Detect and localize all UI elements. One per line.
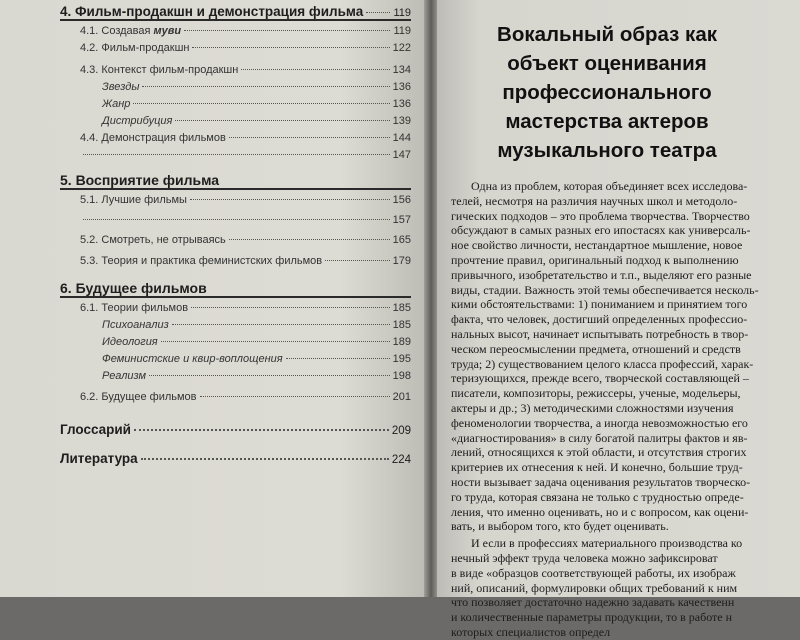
toc-item-label: Психоанализ [102,319,169,331]
toc-item-label: Дистрибуция [102,115,173,127]
paragraph-line: телей, несмотря на различия научных школ и методоло- [451,193,738,208]
toc-item[interactable] [60,214,411,231]
leader-dots [190,199,390,200]
toc-item-label: 4.2. Фильм-продакшн [80,42,190,54]
title-line: Вокальный образ как [497,23,717,46]
paragraph-line: вать, и выбором того, кто будет оценивать. [451,519,669,534]
leader-dots [161,341,390,342]
paragraph-line: нечный эффект труда человека можно зафиксироват [451,550,718,565]
toc-item-label: Реализм [102,370,147,382]
paragraph-line: лений, относящихся к этой области, и отсутствия строгих [451,445,747,460]
paragraph-line: феноменологии творчества, а иногда невозможностью его [451,415,748,430]
article-title [457,20,757,165]
toc-page-number: 122 [392,42,411,54]
leader-dots [241,69,389,70]
toc-subitem[interactable] [60,115,411,132]
toc-page-number: 185 [392,319,411,331]
toc-item-label: 4.3. Контекст фильм-продакшн [80,64,239,76]
toc-item-label: 5.1. Лучшие фильмы [80,194,187,206]
paragraph-line: нальных высот, начинает испытывать потребность в твор- [451,326,749,341]
toc-item-label: Феминистские и квир-воплощения [102,353,283,365]
toc-page-number: 189 [392,336,411,348]
toc-item-emphasis: муви [153,25,182,37]
toc-page-number: 119 [393,7,411,19]
toc-subitem[interactable] [60,319,411,336]
toc-item-label: 4.4. Демонстрация фильмов [80,132,226,144]
toc-chapter-title: 6. Будущее фильмов [60,280,207,296]
right-page-article [437,0,800,639]
toc-subitem[interactable] [60,370,411,387]
toc-item[interactable] [60,25,411,42]
paragraph-line: которых специалистов определ [451,624,611,639]
toc-item[interactable] [60,391,411,408]
paragraph-line: прочтение правил, оригинальный подход к выполнению [451,252,739,267]
toc-subitem[interactable] [60,81,411,98]
toc-page-number: 157 [392,214,411,226]
toc-page-number: 209 [391,425,411,437]
toc-subitem[interactable] [60,336,411,353]
paragraph-line: ний, описаний, формулировки общих требований к ним [451,580,738,595]
toc-item[interactable] [60,42,411,59]
paragraph-line: привычного, изобретательство и т.п., выделяют его разные [451,267,752,282]
toc-chapter-5[interactable] [60,172,411,188]
paragraph-line: актеры и др.; 3) методическими сложностями изучения [451,400,734,415]
title-line: объект оценивания [507,52,707,75]
paragraph-line: Одна из проблем, которая объединяет всех исследова- [471,179,748,193]
toc-page-number: 185 [392,302,411,314]
toc-item[interactable] [60,302,411,319]
paragraph-line: гических подходов – это проблема творчества. Творчество [451,208,750,223]
toc-item[interactable] [60,132,411,149]
paragraph-line: и количественные параметры продукции, то в работе н [451,610,733,625]
title-line: музыкального театра [497,139,717,162]
toc-literature[interactable] [60,451,411,466]
toc-item-label: Жанр [102,98,131,110]
toc-page-number: 147 [392,149,411,161]
toc-page-number: 201 [392,391,411,403]
toc-item[interactable] [60,64,411,81]
toc-glossary[interactable] [60,422,411,437]
toc-item-label: 6.2. Будущее фильмов [80,391,197,403]
toc-item[interactable] [60,194,411,211]
title-line: профессионального [502,81,712,104]
paragraph-line: го труда, которая связана не только с трудностью опреде- [451,489,744,504]
paragraph-line: ности вызывает задача оценивания результатов творческо- [451,474,751,489]
leader-dots [141,458,389,460]
toc-item-label: Звезды [102,81,140,93]
leader-dots [325,260,389,261]
leader-dots [83,219,390,220]
toc-item[interactable] [60,234,411,251]
toc-page-number: 144 [392,132,411,144]
paragraph-line: ческом переосмыслении предмета, отношений и средств [451,341,741,356]
leader-dots [229,239,390,240]
leader-dots [175,120,389,121]
book-gutter [424,0,438,597]
paragraph-line: ления, что именно оценивать, но и с вопросом, как оцени- [451,504,749,519]
paragraph-line: писатели, композиторы, режиссеры, ученые, модельеры, [451,386,741,401]
toc-item-label: Идеология [102,336,158,348]
paragraph-line: кими обстоятельствами: 1) пониманием и принятием того [451,297,748,312]
toc-subitem[interactable] [60,353,411,370]
paragraph-line: «диагностирования» в силу богатой палитры фактов и яв- [451,430,748,445]
toc-page-number: 136 [392,98,411,110]
toc-item-label: 4.1. Создавая [80,25,154,37]
paragraph-line: труда; 2) существованием целого класса профессий, харак- [451,356,754,371]
toc-item[interactable] [60,255,411,272]
leader-dots [192,47,389,48]
leader-dots [366,12,390,13]
toc-page-number: 134 [392,64,411,76]
toc-chapter-4[interactable] [60,4,411,19]
paragraph-line: критериев их отнесения к ней. И конечно, большие труд- [451,460,743,475]
toc-page-number: 156 [392,194,411,206]
toc-page-number: 224 [391,454,411,466]
paragraph-line: что позволяет достаточно надежно задавать качественн [451,595,735,610]
leader-dots [142,86,389,87]
toc-section-title: Литература [60,451,138,466]
toc-page-number: 136 [392,81,411,93]
toc-chapter-title: 5. Восприятие фильма [60,172,220,188]
leader-dots [83,154,390,155]
leader-dots [133,103,389,104]
toc-page-number: 119 [393,25,411,37]
toc-section-title: Глоссарий [60,422,131,437]
toc-item-label: 5.3. Теория и практика феминистских фильмов [80,255,323,267]
paragraph-line: факта, что человек, достигший определенных профессио- [451,312,748,327]
leader-dots [134,429,389,431]
title-line: мастерства актеров [505,110,709,133]
toc-page-number: 165 [392,234,411,246]
leader-dots [286,358,390,359]
toc-item-label: 6.1. Теории фильмов [80,302,189,314]
toc-page-number: 198 [392,370,411,382]
toc-chapter-title: 4. Фильм-продакшн и демонстрация фильма [60,4,364,19]
paragraph-line: теризующихся, прежде всего, творческой составляющей – [451,371,749,386]
toc-page-number: 179 [392,255,411,267]
left-page-toc [0,0,425,597]
toc-subitem[interactable] [60,98,411,115]
paragraph-line: в виде «образцов соответствующей работы, их изображ [451,565,736,580]
toc-page-number: 195 [392,353,411,365]
leader-dots [200,396,390,397]
paragraph-line: ное свойство личности, нестандартное мышление, новое [451,238,743,253]
paragraph-line: обсуждают в самых разных его ипостасях как универсаль- [451,223,751,238]
leader-dots [229,137,390,138]
toc-item[interactable] [60,149,411,166]
toc-item-label: 5.2. Смотреть, не отрываясь [80,234,226,246]
toc-chapter-6[interactable] [60,280,411,296]
leader-dots [191,307,390,308]
leader-dots [149,375,390,376]
paragraph-line: И если в профессиях материального производства ко [471,536,743,551]
leader-dots [172,324,390,325]
paragraph-line: виды, стадии. Важность этой темы обеспечивается несколь- [451,282,759,297]
article-body [451,179,800,640]
toc-page-number: 139 [392,115,411,127]
leader-dots [184,30,390,31]
